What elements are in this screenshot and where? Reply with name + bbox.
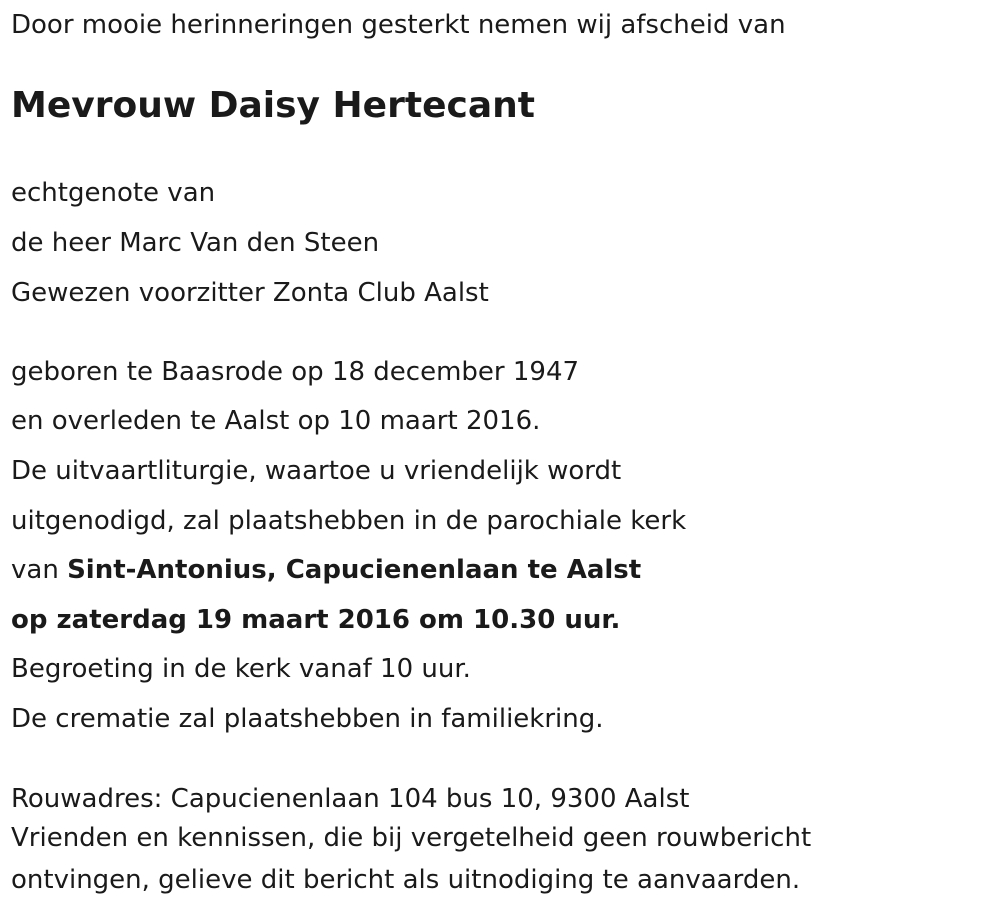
church-name: Sint-Antonius, Capucienenlaan te Aalst	[67, 555, 642, 585]
death-info: en overleden te Aalst op 10 maart 2016.	[11, 406, 541, 436]
footer-note-2: ontvingen, gelieve dit bericht als uitnodiging te aanvaarden.	[11, 865, 801, 895]
cremation-info: De crematie zal plaatshebben in familiekring.	[11, 704, 604, 734]
spouse-label: echtgenote van	[11, 178, 216, 208]
footer-note-1: Vrienden en kennissen, die bij vergetelheid geen rouwbericht	[11, 823, 812, 853]
spouse-name: de heer Marc Van den Steen	[11, 228, 380, 258]
spouse-title: Gewezen voorzitter Zonta Club Aalst	[11, 278, 489, 308]
ceremony-location	[11, 553, 641, 587]
intro-text: Door mooie herinneringen gesterkt nemen wij afscheid van	[11, 10, 786, 40]
ceremony-text-2: uitgenodigd, zal plaatshebben in de parochiale kerk	[11, 506, 687, 536]
ceremony-text-1: De uitvaartliturgie, waartoe u vriendelijk wordt	[11, 456, 622, 486]
birth-info: geboren te Baasrode op 18 december 1947	[11, 357, 580, 387]
ceremony-date: op zaterdag 19 maart 2016 om 10.30 uur.	[11, 605, 621, 635]
greeting-info: Begroeting in de kerk vanaf 10 uur.	[11, 654, 471, 684]
ceremony-location-prefix: van	[11, 555, 68, 585]
mourning-address: Rouwadres: Capucienenlaan 104 bus 10, 9300 Aalst	[11, 784, 690, 814]
deceased-name: Mevrouw Daisy Hertecant	[11, 85, 535, 126]
